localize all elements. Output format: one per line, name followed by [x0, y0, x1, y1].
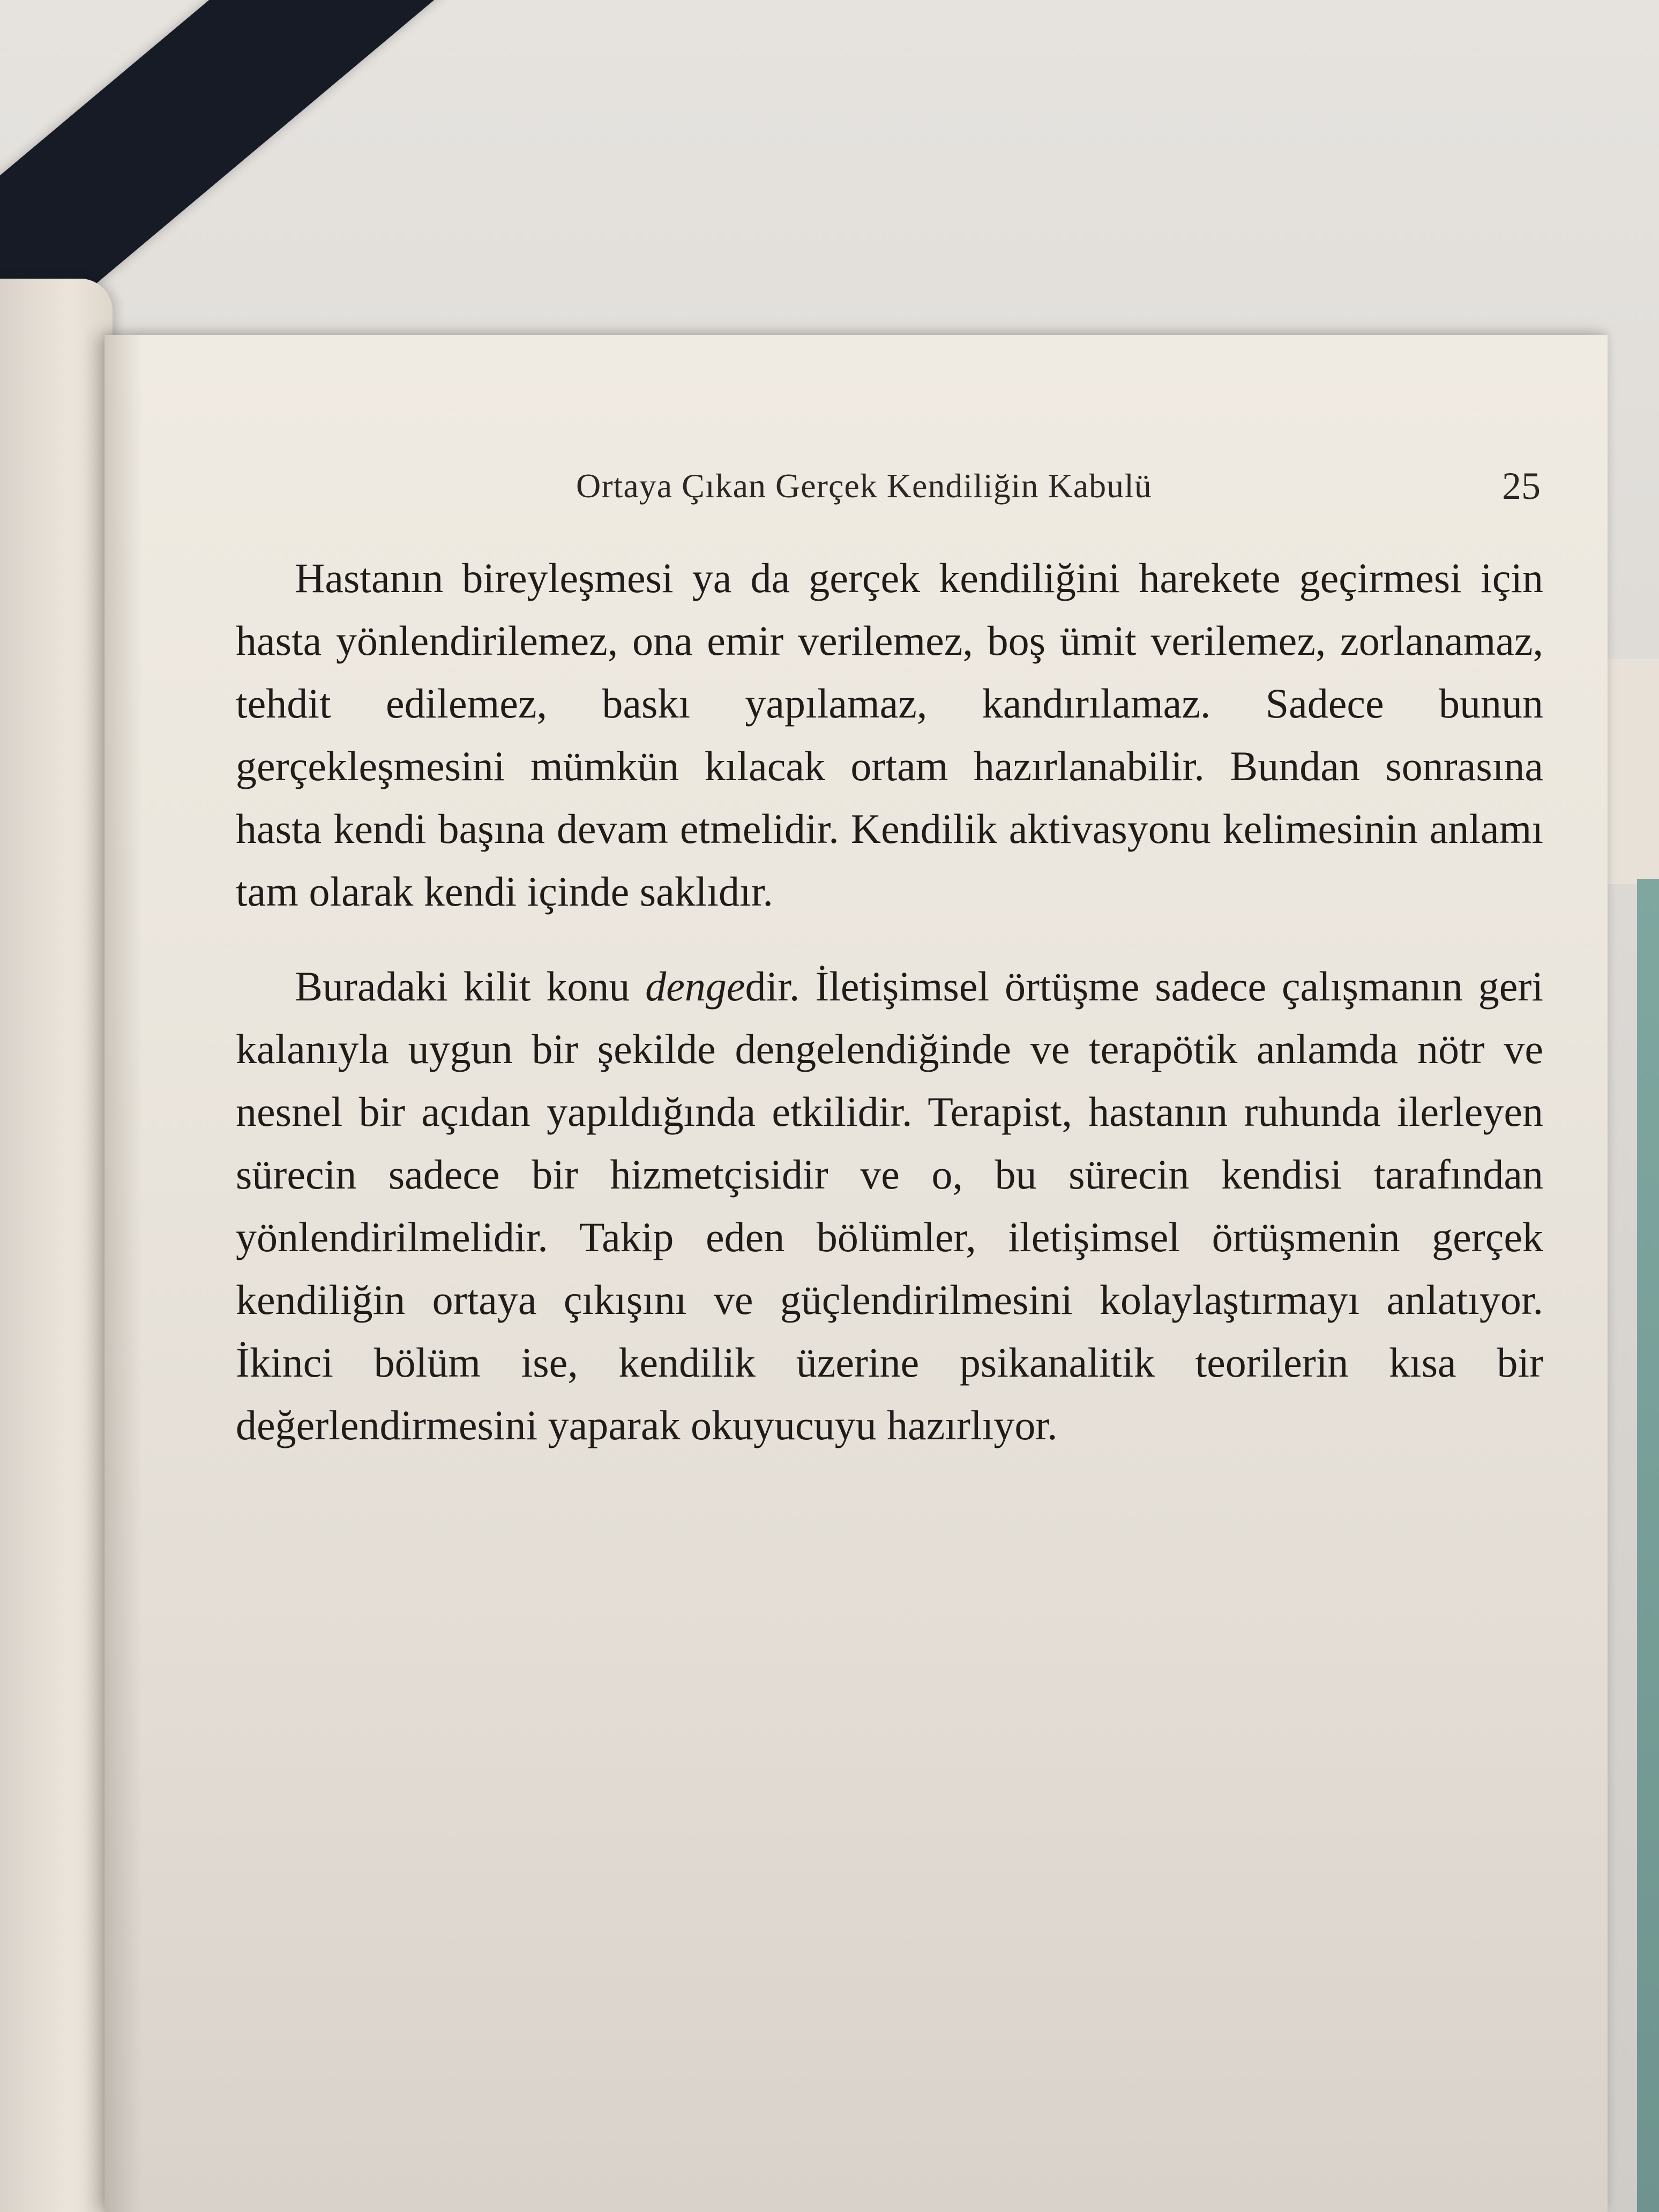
- next-page-edge: [1605, 659, 1659, 884]
- book-page: [104, 335, 1608, 2212]
- page-number: 25: [1502, 465, 1541, 507]
- body-text: [236, 547, 1543, 1489]
- book-cover-edge: [1637, 879, 1659, 2212]
- paragraph-2: [236, 955, 1543, 1456]
- paragraph-2-rest: dir. İletişimsel örtüşme sadece çalışmanın geri kalanıyla uygun bir şekilde dengelendiğinde ve terapötik anlamda nötr ve nesnel bir açıdan yapıldığında etkilidir. Terapist, hastanın ruhunda ilerleyen sürecin sadece bir hizmetçisidir ve o, bu sürecin kendisi tarafından yönlendirilmelidir. Takip eden bölümler, iletişimsel örtüşmenin gerçek kendiliğin ortaya çıkışını ve güçlendirilmesini kolaylaştırmayı anlatıyor. İkinci bölüm ise, kendilik üzerine psikanalitik teorilerin kısa bir değerlendirmesini yaparak okuyucuyu hazırlıyor.: [236, 963, 1543, 1448]
- running-title: Ortaya Çıkan Gerçek Kendiliğin Kabulü: [576, 467, 1152, 505]
- paragraph-2-lead: Buradaki kilit konu: [295, 963, 646, 1010]
- facing-page-edge: [0, 279, 113, 2212]
- emphasized-word: denge: [645, 963, 745, 1010]
- paragraph-1: Hastanın bireyleşmesi ya da gerçek kendiliğini harekete geçirmesi için hasta yönlendirilemez, ona emir verilemez, boş ümit verilemez, zorlanamaz, tehdit edilemez, baskı yapılamaz, kandırılamaz. Sadece bunun gerçekleşmesini mümkün kılacak ortam hazırlanabilir. Bundan sonrasına hasta kendi başına devam etmelidir. Kendilik aktivasyonu kelimesinin anlamı tam olarak kendi içinde saklıdır.: [236, 555, 1543, 915]
- running-header: [576, 466, 1541, 514]
